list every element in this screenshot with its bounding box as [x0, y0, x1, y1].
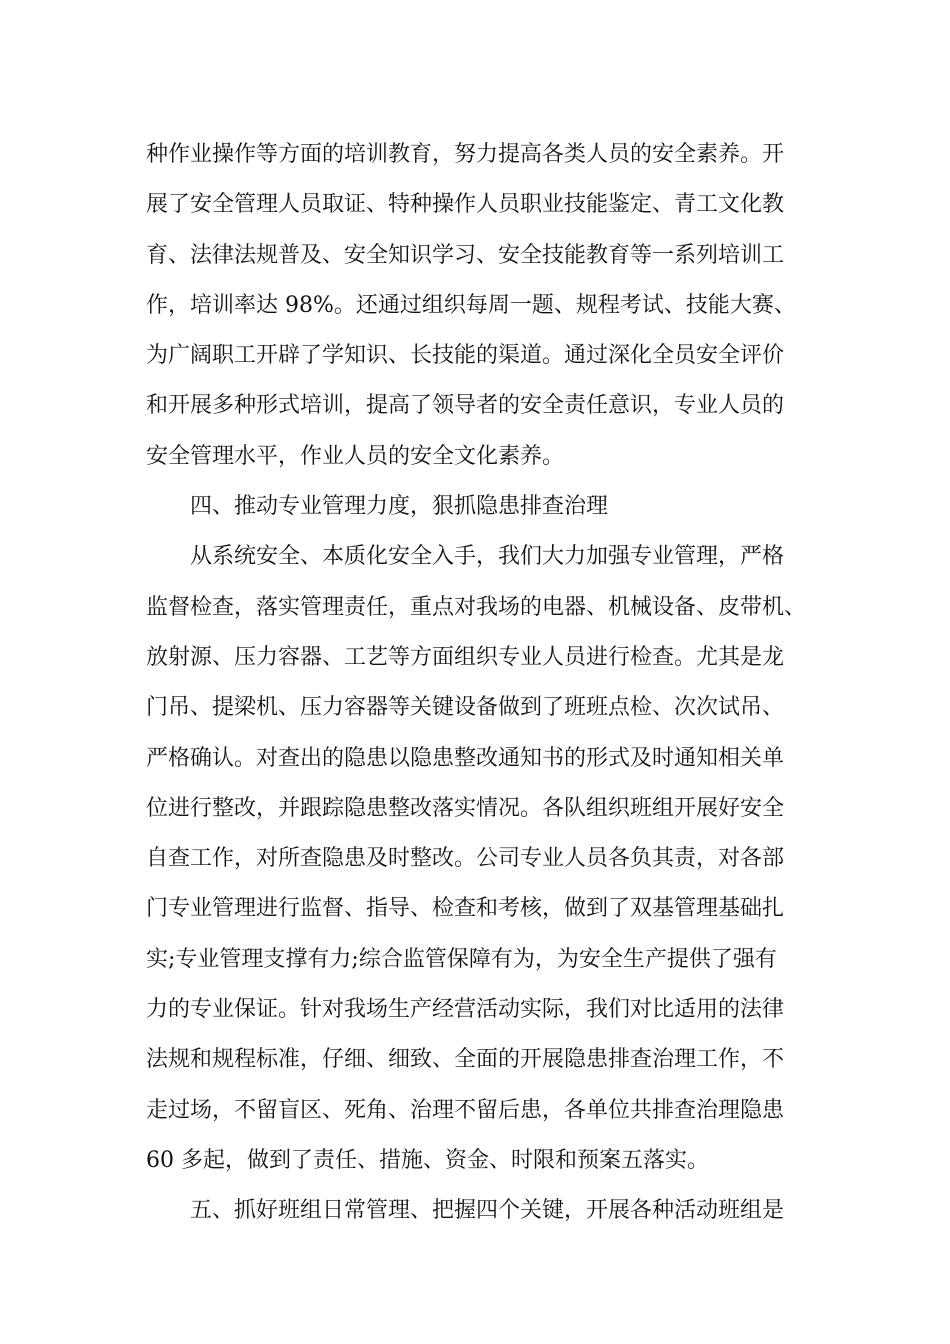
paragraph-line: 放射源、压力容器、工艺等方面组织专业人员进行检查。尤其是龙 — [146, 644, 785, 670]
paragraph-line: 和开展多种形式培训，提高了领导者的安全责任意识，专业人员的 — [146, 393, 785, 419]
paragraph-line: 位进行整改，并跟踪隐患整改落实情况。各队组织班组开展好安全 — [146, 795, 785, 821]
paragraph-line: 展了安全管理人员取证、特种操作人员职业技能鉴定、青工文化教 — [146, 192, 785, 218]
paragraph-line: 实;专业管理支撑有力;综合监管保障有为，为安全生产提供了强有 — [146, 946, 777, 972]
paragraph-line: 从系统安全、本质化安全入手，我们大力加强专业管理，严格 — [190, 544, 785, 570]
paragraph-line: 法规和规程标准，仔细、细致、全面的开展隐患排查治理工作，不 — [146, 1047, 785, 1073]
paragraph-line: 60 多起，做到了责任、措施、资金、时限和预案五落实。 — [146, 1147, 709, 1173]
paragraph-line: 种作业操作等方面的培训教育，努力提高各类人员的安全素养。开 — [146, 142, 785, 167]
paragraph-line: 自查工作，对所查隐患及时整改。公司专业人员各负其责，对各部 — [146, 846, 785, 872]
paragraph-line: 监督检查，落实管理责任，重点对我场的电器、机械设备、皮带机、 — [146, 594, 807, 620]
paragraph-line: 安全管理水平，作业人员的安全文化素养。 — [146, 443, 565, 469]
section-heading-4: 四、推动专业管理力度，狠抓隐患排查治理 — [190, 494, 609, 520]
paragraph-line: 作，培训率达 98%。还通过组织每周一题、规程考试、技能大赛、 — [146, 292, 796, 318]
paragraph-line: 严格确认。对查出的隐患以隐患整改通知书的形式及时通知相关单 — [146, 745, 785, 771]
paragraph-line: 走过场，不留盲区、死角、治理不留后患，各单位共排查治理隐患 — [146, 1097, 785, 1123]
paragraph-line: 门专业管理进行监督、指导、检查和考核，做到了双基管理基础扎 — [146, 896, 785, 922]
paragraph-line: 育、法律法规普及、安全知识学习、安全技能教育等一系列培训工 — [146, 242, 785, 268]
paragraph-line: 门吊、提梁机、压力容器等关键设备做到了班班点检、次次试吊、 — [146, 695, 785, 721]
section-heading-5: 五、抓好班组日常管理、把握四个关键，开展各种活动班组是 — [190, 1198, 785, 1224]
paragraph-line: 力的专业保证。针对我场生产经营活动实际，我们对比适用的法律 — [146, 997, 785, 1023]
paragraph-line: 为广阔职工开辟了学知识、长技能的渠道。通过深化全员安全评价 — [146, 343, 785, 369]
document-body — [146, 130, 811, 1237]
